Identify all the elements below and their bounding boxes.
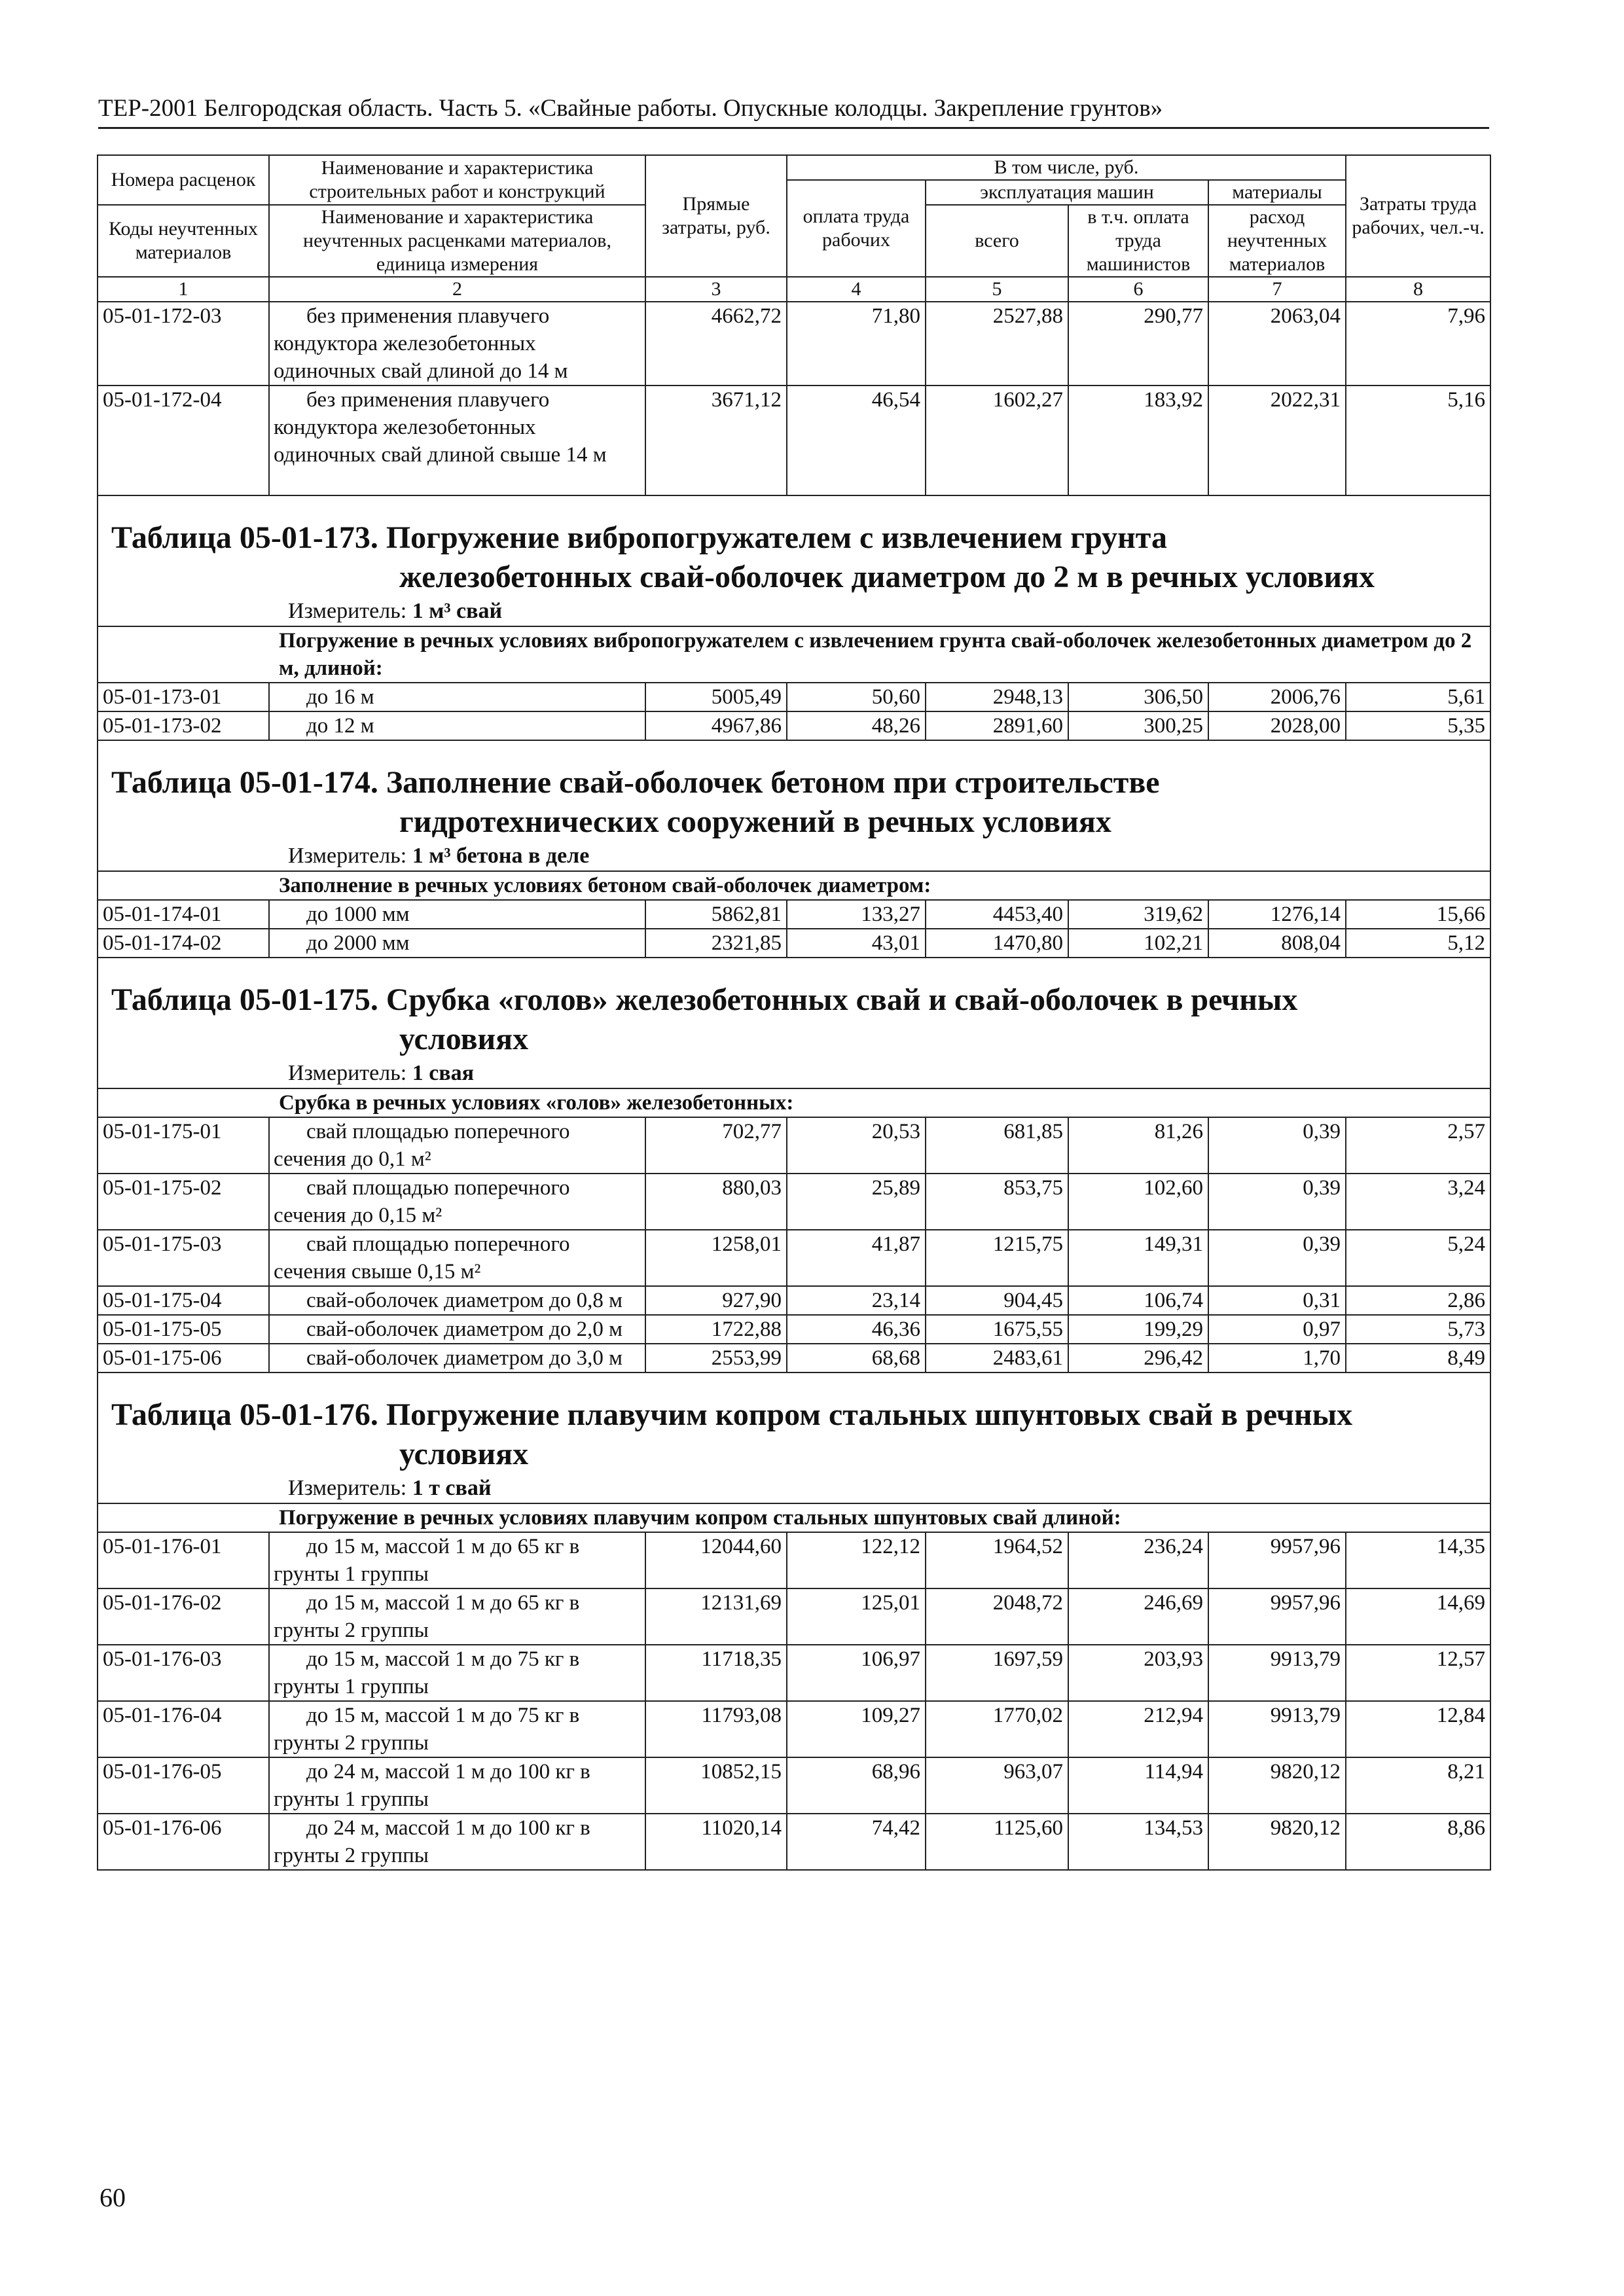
section-heading-row: [98, 1372, 1490, 1503]
section-title-line1: Таблица 05-01-176. Погружение плавучим копром стальных шпунтовых свай в речных: [111, 1397, 1353, 1432]
materials-value: 808,04: [1208, 929, 1346, 958]
rate-code: 05-01-176-04: [98, 1701, 269, 1757]
table-row: [98, 683, 1490, 711]
section-heading: [98, 495, 1490, 626]
machinists-pay-value: 306,50: [1068, 683, 1208, 711]
section-title-line2: условиях: [399, 1437, 529, 1471]
rate-name-rest: 2,0 м: [576, 1318, 623, 1341]
rate-name-rest: грунты 2 группы: [274, 1731, 429, 1755]
header-material-name: Наименование и характеристика неучтенных расценками материалов, единица измерения: [269, 205, 645, 277]
machinists-pay-value: 134,53: [1068, 1814, 1208, 1870]
rate-code: 05-01-175-04: [98, 1286, 269, 1315]
section-heading-row: [98, 740, 1490, 871]
table-body: [98, 155, 1490, 1870]
materials-value: 0,31: [1208, 1286, 1346, 1315]
rate-code: 05-01-176-02: [98, 1588, 269, 1645]
header-machines-total: всего: [926, 205, 1068, 277]
table-row: [98, 1344, 1490, 1372]
column-number: 4: [787, 277, 926, 302]
rates-table: [97, 154, 1491, 1871]
rate-name: [269, 1532, 645, 1588]
rate-name-first: до 16 м: [306, 685, 374, 709]
page-number: 60: [99, 2183, 126, 2212]
machinists-pay-value: 246,69: [1068, 1588, 1208, 1645]
header-direct-costs: Прямые затраты, руб.: [645, 155, 787, 277]
direct-costs-value: 11718,35: [645, 1645, 787, 1701]
rate-name-rest: 3,0 м: [576, 1346, 623, 1370]
direct-costs-value: 10852,15: [645, 1757, 787, 1814]
labor-costs-value: 5,16: [1346, 386, 1490, 495]
materials-value: 9957,96: [1208, 1532, 1346, 1588]
direct-costs-value: 2553,99: [645, 1344, 787, 1372]
labor-costs-value: 5,73: [1346, 1315, 1490, 1344]
materials-value: 2006,76: [1208, 683, 1346, 711]
machinists-pay-value: 102,21: [1068, 929, 1208, 958]
rate-code: 05-01-173-02: [98, 711, 269, 740]
column-number: 8: [1346, 277, 1490, 302]
group-row: [98, 626, 1490, 683]
rate-code: 05-01-175-02: [98, 1174, 269, 1230]
machines-total-value: 2048,72: [926, 1588, 1068, 1645]
rate-name-rest: грунты 2 группы: [274, 1844, 429, 1867]
labor-pay-value: 25,89: [787, 1174, 926, 1230]
machines-total-value: 681,85: [926, 1117, 1068, 1174]
materials-value: 2063,04: [1208, 302, 1346, 386]
direct-costs-value: 4662,72: [645, 302, 787, 386]
section-title: [111, 980, 1482, 1059]
rate-code: 05-01-173-01: [98, 683, 269, 711]
labor-costs-value: 2,57: [1346, 1117, 1490, 1174]
section-title-line1: Таблица 05-01-174. Заполнение свай-оболочек бетоном при строительстве: [111, 765, 1160, 800]
measure-label: Измеритель:: [288, 1476, 407, 1500]
labor-pay-value: 43,01: [787, 929, 926, 958]
section-measure: [111, 842, 1482, 870]
section-measure: [111, 597, 1482, 626]
column-number: 7: [1208, 277, 1346, 302]
labor-costs-value: 7,96: [1346, 302, 1490, 386]
machinists-pay-value: 81,26: [1068, 1117, 1208, 1174]
rate-name-first: до 15 м, массой 1 м до 75 кг в: [306, 1647, 580, 1671]
labor-pay-value: 50,60: [787, 683, 926, 711]
rate-name: [269, 1286, 645, 1315]
table-row: [98, 1286, 1490, 1315]
direct-costs-value: 5862,81: [645, 900, 787, 929]
machinists-pay-value: 106,74: [1068, 1286, 1208, 1315]
labor-costs-value: 5,35: [1346, 711, 1490, 740]
rate-name-rest: сечения до 0,1 м²: [274, 1147, 431, 1171]
labor-costs-value: 14,35: [1346, 1532, 1490, 1588]
machinists-pay-value: 114,94: [1068, 1757, 1208, 1814]
machinists-pay-value: 290,77: [1068, 302, 1208, 386]
rate-name: [269, 711, 645, 740]
rate-name-first: без применения плавучего: [306, 388, 550, 412]
rate-name: [269, 1757, 645, 1814]
machines-total-value: 1602,27: [926, 386, 1068, 495]
table-row: [98, 302, 1490, 386]
labor-costs-value: 5,24: [1346, 1230, 1490, 1286]
section-heading: [98, 740, 1490, 871]
rate-name-rest: грунты 2 группы: [274, 1619, 429, 1642]
measure-value: 1 т свай: [412, 1476, 492, 1500]
materials-value: 0,97: [1208, 1315, 1346, 1344]
machines-total-value: 1697,59: [926, 1645, 1068, 1701]
group-heading: Срубка в речных условиях «голов» железобетонных:: [98, 1088, 1490, 1117]
labor-pay-value: 68,68: [787, 1344, 926, 1372]
group-heading: Погружение в речных условиях вибропогружателем с извлечением грунта свай-оболочек железобетонных диаметром до 2 м, длиной:: [98, 626, 1490, 683]
labor-costs-value: 12,57: [1346, 1645, 1490, 1701]
machines-total-value: 963,07: [926, 1757, 1068, 1814]
section-title-line2: гидротехнических сооружений в речных условиях: [399, 804, 1111, 839]
rate-name-first: до 12 м: [306, 714, 374, 738]
machinists-pay-value: 296,42: [1068, 1344, 1208, 1372]
machinists-pay-value: 300,25: [1068, 711, 1208, 740]
section-measure: [111, 1474, 1482, 1503]
direct-costs-value: 1722,88: [645, 1315, 787, 1344]
direct-costs-value: 880,03: [645, 1174, 787, 1230]
direct-costs-value: 5005,49: [645, 683, 787, 711]
rate-name-first: свай-оболочек диаметром до: [306, 1346, 571, 1370]
section-heading: [98, 1372, 1490, 1503]
machines-total-value: 1770,02: [926, 1701, 1068, 1757]
rate-code: 05-01-175-05: [98, 1315, 269, 1344]
rate-name-first: свай площадью поперечного: [306, 1232, 570, 1256]
header-rate-numbers: Номера расценок: [98, 155, 269, 205]
labor-costs-value: 8,49: [1346, 1344, 1490, 1372]
rate-code: 05-01-176-05: [98, 1757, 269, 1814]
labor-pay-value: 46,36: [787, 1315, 926, 1344]
rate-name: [269, 900, 645, 929]
section-title: [111, 763, 1482, 842]
section-title-line1: Таблица 05-01-173. Погружение вибропогружателем с извлечением грунта: [111, 520, 1167, 555]
table-row: [98, 1315, 1490, 1344]
labor-costs-value: 2,86: [1346, 1286, 1490, 1315]
rate-name-rest: грунты 1 группы: [274, 1787, 429, 1811]
labor-pay-value: 23,14: [787, 1286, 926, 1315]
materials-value: 0,39: [1208, 1230, 1346, 1286]
rate-code: 05-01-175-03: [98, 1230, 269, 1286]
rate-code: 05-01-176-01: [98, 1532, 269, 1588]
rate-name-first: свай площадью поперечного: [306, 1176, 570, 1200]
rate-name-first: до 2000 мм: [306, 931, 410, 955]
table-row: [98, 1230, 1490, 1286]
rate-name-rest: грунты 1 группы: [274, 1675, 429, 1698]
direct-costs-value: 11793,08: [645, 1701, 787, 1757]
machinists-pay-value: 212,94: [1068, 1701, 1208, 1757]
labor-pay-value: 48,26: [787, 711, 926, 740]
materials-value: 1,70: [1208, 1344, 1346, 1372]
column-number: 3: [645, 277, 787, 302]
group-row: [98, 1088, 1490, 1117]
header-machinists-pay: в т.ч. оплата труда машинистов: [1068, 205, 1208, 277]
rate-name-rest: грунты 1 группы: [274, 1562, 429, 1586]
direct-costs-value: 3671,12: [645, 386, 787, 495]
machinists-pay-value: 199,29: [1068, 1315, 1208, 1344]
machinists-pay-value: 149,31: [1068, 1230, 1208, 1286]
labor-costs-value: 8,86: [1346, 1814, 1490, 1870]
materials-value: 9820,12: [1208, 1757, 1346, 1814]
materials-value: 0,39: [1208, 1117, 1346, 1174]
labor-pay-value: 46,54: [787, 386, 926, 495]
table-row: [98, 1814, 1490, 1870]
materials-value: 0,39: [1208, 1174, 1346, 1230]
rate-name-first: до 15 м, массой 1 м до 65 кг в: [306, 1591, 580, 1615]
rate-code: 05-01-176-06: [98, 1814, 269, 1870]
rate-name: [269, 1174, 645, 1230]
table-row: [98, 1174, 1490, 1230]
measure-label: Измеритель:: [288, 1061, 407, 1085]
section-title-line2: условиях: [399, 1022, 529, 1056]
materials-value: 2022,31: [1208, 386, 1346, 495]
labor-costs-value: 12,84: [1346, 1701, 1490, 1757]
machines-total-value: 2891,60: [926, 711, 1068, 740]
rate-name-rest: кондуктора железобетонных одиночных свай длиной до 14 м: [274, 332, 568, 383]
machines-total-value: 1125,60: [926, 1814, 1068, 1870]
header-materials: материалы: [1208, 180, 1346, 205]
labor-costs-value: 5,61: [1346, 683, 1490, 711]
rate-name-first: без применения плавучего: [306, 304, 550, 328]
materials-value: 9957,96: [1208, 1588, 1346, 1645]
direct-costs-value: 2321,85: [645, 929, 787, 958]
table-row: [98, 1757, 1490, 1814]
group-heading: Заполнение в речных условиях бетоном свай-оболочек диаметром:: [98, 871, 1490, 900]
rate-name: [269, 1588, 645, 1645]
rate-name-first: свай-оболочек диаметром до: [306, 1318, 571, 1341]
labor-costs-value: 5,12: [1346, 929, 1490, 958]
labor-pay-value: 133,27: [787, 900, 926, 929]
group-row: [98, 1503, 1490, 1532]
table-row: [98, 929, 1490, 958]
header-machines: эксплуатация машин: [926, 180, 1208, 205]
rate-name: [269, 1645, 645, 1701]
header-material-codes: Коды неучтенных материалов: [98, 205, 269, 277]
rate-name: [269, 1814, 645, 1870]
rate-name: [269, 929, 645, 958]
table-row: [98, 900, 1490, 929]
rate-name-first: до 24 м, массой 1 м до 100 кг в: [306, 1760, 590, 1784]
machinists-pay-value: 102,60: [1068, 1174, 1208, 1230]
rate-code: 05-01-172-03: [98, 302, 269, 386]
materials-value: 2028,00: [1208, 711, 1346, 740]
measure-value: 1 свая: [412, 1061, 475, 1085]
section-title-line2: железобетонных свай-оболочек диаметром до 2 м в речных условиях: [399, 560, 1375, 594]
table-row: [98, 711, 1490, 740]
running-header: ТЕР-2001 Белгородская область. Часть 5. «Свайные работы. Опускные колодцы. Закрепление грунтов»: [98, 94, 1489, 129]
section-title: [111, 518, 1482, 597]
machinists-pay-value: 236,24: [1068, 1532, 1208, 1588]
labor-pay-value: 109,27: [787, 1701, 926, 1757]
rate-name: [269, 683, 645, 711]
header-work-name: Наименование и характеристика строительных работ и конструкций: [269, 155, 645, 205]
rate-name-first: свай-оболочек диаметром до: [306, 1289, 571, 1312]
machines-total-value: 4453,40: [926, 900, 1068, 929]
group-heading: Погружение в речных условиях плавучим копром стальных шпунтовых свай длиной:: [98, 1503, 1490, 1532]
machines-total-value: 1470,80: [926, 929, 1068, 958]
table-row: [98, 1588, 1490, 1645]
rate-code: 05-01-175-06: [98, 1344, 269, 1372]
labor-costs-value: 3,24: [1346, 1174, 1490, 1230]
rate-name-first: до 1000 мм: [306, 903, 410, 926]
column-number: 2: [269, 277, 645, 302]
rate-name: [269, 1701, 645, 1757]
direct-costs-value: 12131,69: [645, 1588, 787, 1645]
header-row-1: [98, 155, 1490, 180]
labor-costs-value: 14,69: [1346, 1588, 1490, 1645]
direct-costs-value: 927,90: [645, 1286, 787, 1315]
direct-costs-value: 11020,14: [645, 1814, 787, 1870]
labor-costs-value: 15,66: [1346, 900, 1490, 929]
direct-costs-value: 1258,01: [645, 1230, 787, 1286]
rate-name-rest: сечения свыше 0,15 м²: [274, 1260, 481, 1283]
table-row: [98, 1645, 1490, 1701]
measure-value: 1 м³ свай: [412, 599, 503, 623]
machines-total-value: 853,75: [926, 1174, 1068, 1230]
machinists-pay-value: 319,62: [1068, 900, 1208, 929]
rate-name: [269, 1117, 645, 1174]
labor-pay-value: 41,87: [787, 1230, 926, 1286]
section-title-line1: Таблица 05-01-175. Срубка «голов» железобетонных свай и свай-оболочек в речных: [111, 982, 1298, 1017]
machines-total-value: 1964,52: [926, 1532, 1068, 1588]
materials-value: 9913,79: [1208, 1645, 1346, 1701]
rate-name-first: до 15 м, массой 1 м до 75 кг в: [306, 1704, 580, 1727]
direct-costs-value: 12044,60: [645, 1532, 787, 1588]
machines-total-value: 2527,88: [926, 302, 1068, 386]
machines-total-value: 2483,61: [926, 1344, 1068, 1372]
labor-pay-value: 74,42: [787, 1814, 926, 1870]
machines-total-value: 904,45: [926, 1286, 1068, 1315]
rate-name: [269, 1230, 645, 1286]
rate-name-rest: кондуктора железобетонных одиночных свай длиной свыше 14 м: [274, 416, 607, 467]
rate-name: [269, 386, 645, 495]
labor-pay-value: 20,53: [787, 1117, 926, 1174]
section-heading-row: [98, 495, 1490, 626]
rate-code: 05-01-174-01: [98, 900, 269, 929]
rate-name-first: свай площадью поперечного: [306, 1120, 570, 1143]
machinists-pay-value: 203,93: [1068, 1645, 1208, 1701]
measure-value: 1 м³ бетона в деле: [412, 844, 590, 868]
header-labor-pay: оплата труда рабочих: [787, 180, 926, 277]
machines-total-value: 1215,75: [926, 1230, 1068, 1286]
labor-pay-value: 125,01: [787, 1588, 926, 1645]
machinists-pay-value: 183,92: [1068, 386, 1208, 495]
direct-costs-value: 4967,86: [645, 711, 787, 740]
machines-total-value: 2948,13: [926, 683, 1068, 711]
rate-code: 05-01-175-01: [98, 1117, 269, 1174]
direct-costs-value: 702,77: [645, 1117, 787, 1174]
labor-pay-value: 68,96: [787, 1757, 926, 1814]
rate-name: [269, 1315, 645, 1344]
table-row: [98, 1532, 1490, 1588]
header-labor-costs: Затраты труда рабочих, чел.-ч.: [1346, 155, 1490, 277]
materials-value: 9820,12: [1208, 1814, 1346, 1870]
table-row: [98, 1117, 1490, 1174]
section-heading: [98, 958, 1490, 1088]
materials-value: 1276,14: [1208, 900, 1346, 929]
table-row: [98, 1701, 1490, 1757]
column-numbers-row: [98, 277, 1490, 302]
section-heading-row: [98, 958, 1490, 1088]
labor-pay-value: 106,97: [787, 1645, 926, 1701]
rate-name: [269, 1344, 645, 1372]
rate-code: 05-01-176-03: [98, 1645, 269, 1701]
rate-name: [269, 302, 645, 386]
column-number: 6: [1068, 277, 1208, 302]
rate-name-rest: сечения до 0,15 м²: [274, 1204, 442, 1227]
measure-label: Измеритель:: [288, 844, 407, 868]
group-row: [98, 871, 1490, 900]
header-including: В том числе, руб.: [787, 155, 1346, 180]
section-title: [111, 1395, 1482, 1474]
rate-name-first: до 24 м, массой 1 м до 100 кг в: [306, 1816, 590, 1840]
labor-pay-value: 122,12: [787, 1532, 926, 1588]
labor-costs-value: 8,21: [1346, 1757, 1490, 1814]
labor-pay-value: 71,80: [787, 302, 926, 386]
materials-value: 9913,79: [1208, 1701, 1346, 1757]
rate-code: 05-01-172-04: [98, 386, 269, 495]
rate-name-first: до 15 м, массой 1 м до 65 кг в: [306, 1535, 580, 1558]
header-unaccounted-materials: расход неучтенных материалов: [1208, 205, 1346, 277]
machines-total-value: 1675,55: [926, 1315, 1068, 1344]
rate-name-rest: 0,8 м: [576, 1289, 623, 1312]
column-number: 5: [926, 277, 1068, 302]
table-row: [98, 386, 1490, 495]
section-measure: [111, 1059, 1482, 1088]
measure-label: Измеритель:: [288, 599, 407, 623]
column-number: 1: [98, 277, 269, 302]
rate-code: 05-01-174-02: [98, 929, 269, 958]
